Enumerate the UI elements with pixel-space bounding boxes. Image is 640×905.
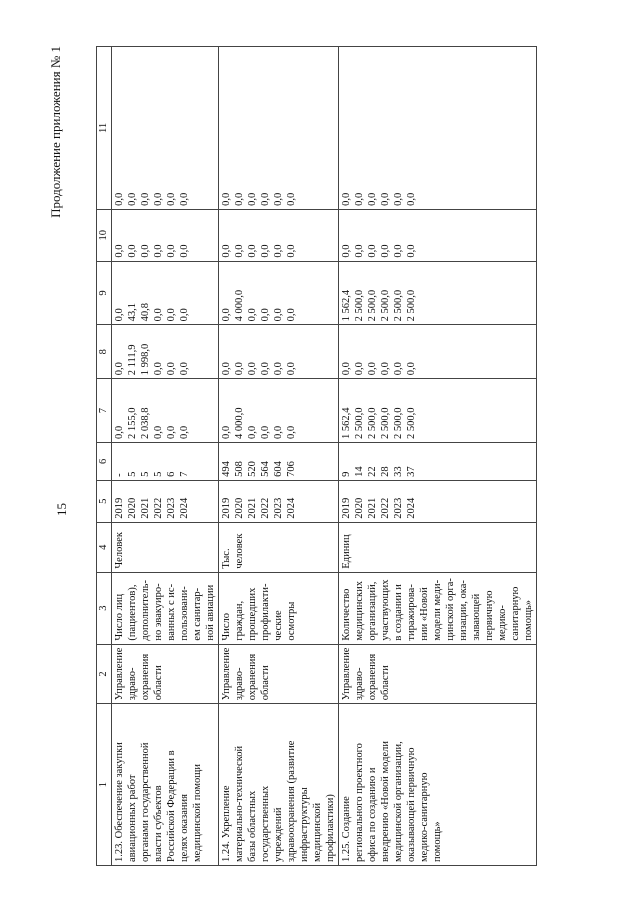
text-line: 33 bbox=[393, 466, 404, 477]
text-line: здраво- bbox=[234, 667, 245, 701]
value-cell-c11 bbox=[339, 47, 537, 210]
event-name-cell-lines bbox=[220, 707, 337, 862]
indicator-cell-lines bbox=[113, 576, 217, 641]
unit-cell bbox=[112, 522, 219, 572]
text-line: медицинской организации, bbox=[393, 741, 404, 862]
text-line: области bbox=[153, 665, 164, 701]
column-number-cell: 11 bbox=[97, 47, 112, 210]
text-line: но эвакуиро- bbox=[153, 583, 164, 641]
value-cell-c10-lines bbox=[113, 213, 191, 258]
text-line: 22 bbox=[367, 466, 378, 477]
text-line: 2019 bbox=[341, 497, 352, 519]
text-line: 0,0 bbox=[221, 308, 232, 322]
value-cell-c7-lines bbox=[220, 382, 298, 439]
text-line: Число лиц bbox=[114, 593, 125, 641]
text-line: 0,0 bbox=[247, 192, 258, 206]
text-line: 1 998,0 bbox=[140, 343, 151, 376]
text-line: 0,0 bbox=[166, 244, 177, 258]
text-line: 0,0 bbox=[341, 192, 352, 206]
text-line: Число bbox=[221, 613, 232, 641]
value-cell-c9 bbox=[112, 261, 219, 325]
unit-cell-lines bbox=[340, 526, 353, 569]
text-line: 2 500,0 bbox=[380, 289, 391, 322]
data-table bbox=[96, 46, 537, 866]
value-cell-c6 bbox=[219, 442, 339, 480]
unit-cell-lines bbox=[113, 526, 126, 569]
text-line: власти субъектов bbox=[153, 785, 164, 862]
value-cell-c10-lines bbox=[340, 213, 418, 258]
text-line: 0,0 bbox=[273, 244, 284, 258]
text-line: 2024 bbox=[179, 497, 190, 519]
text-line: офиса по созданию и bbox=[367, 767, 378, 862]
event-name-cell bbox=[219, 704, 339, 866]
text-line: материально-технической bbox=[234, 745, 245, 862]
text-line: 2021 bbox=[140, 497, 151, 519]
text-line: инфраструктуры bbox=[299, 787, 310, 862]
text-line: 0,0 bbox=[234, 192, 245, 206]
text-line: 2 038,8 bbox=[140, 407, 151, 439]
value-cell-years-lines bbox=[220, 484, 298, 519]
text-line: 0,0 bbox=[153, 244, 164, 258]
text-line: 494 bbox=[221, 461, 232, 477]
text-line: 2020 bbox=[234, 497, 245, 519]
text-line: 40,8 bbox=[140, 302, 151, 322]
text-line: 2 500,0 bbox=[380, 407, 391, 439]
text-line: 508 bbox=[234, 461, 245, 477]
value-cell-c11-lines bbox=[220, 50, 298, 206]
value-cell-c11-lines bbox=[340, 50, 418, 206]
indicator-cell bbox=[112, 572, 219, 644]
text-line: 0,0 bbox=[260, 192, 271, 206]
value-cell-c11 bbox=[112, 47, 219, 210]
text-line: цинской орга- bbox=[445, 578, 456, 641]
column-number-cell: 3 bbox=[97, 572, 112, 644]
text-line: 0,0 bbox=[127, 192, 138, 206]
executor-cell-lines bbox=[113, 648, 165, 701]
text-line: человек bbox=[234, 533, 245, 569]
text-line: тиражирова- bbox=[406, 584, 417, 641]
text-line: 37 bbox=[406, 466, 417, 477]
text-line: 2 500,0 bbox=[393, 289, 404, 322]
text-line: 0,0 bbox=[247, 362, 258, 376]
text-line: медицинской помощи bbox=[192, 764, 203, 862]
text-line: зывающей bbox=[471, 593, 482, 641]
text-line: 0,0 bbox=[354, 362, 365, 376]
text-line: 0,0 bbox=[127, 244, 138, 258]
text-line: дополнитель- bbox=[140, 580, 151, 641]
value-cell-c11-lines bbox=[113, 50, 191, 206]
value-cell-c9-lines bbox=[340, 265, 418, 322]
text-line: 0,0 bbox=[367, 244, 378, 258]
text-line: 2 500,0 bbox=[406, 289, 417, 322]
text-line: 1.25. Создание bbox=[341, 796, 352, 862]
text-line: ем санитар- bbox=[192, 587, 203, 641]
event-name-cell-lines bbox=[340, 707, 444, 862]
text-line: осмотры bbox=[286, 601, 297, 641]
value-cell-c6-lines bbox=[340, 446, 418, 477]
text-line: 2 500,0 bbox=[367, 407, 378, 439]
text-line: ческие bbox=[273, 610, 284, 641]
text-line: 0,0 bbox=[260, 308, 271, 322]
text-line: 2022 bbox=[260, 497, 271, 519]
text-line: 0,0 bbox=[341, 244, 352, 258]
text-line: 520 bbox=[247, 461, 258, 477]
text-line: 0,0 bbox=[221, 192, 232, 206]
text-line: 1.24. Укрепление bbox=[221, 785, 232, 862]
value-cell-c9-lines bbox=[220, 265, 298, 322]
text-line: 0,0 bbox=[221, 244, 232, 258]
text-line: Управление bbox=[221, 647, 232, 701]
text-line: участвующих bbox=[380, 579, 391, 641]
value-cell-c7-lines bbox=[340, 382, 418, 439]
text-line: модели меди- bbox=[432, 579, 443, 641]
text-line: 28 bbox=[380, 466, 391, 477]
text-line: Человек bbox=[114, 532, 125, 569]
text-line: медицинских bbox=[354, 581, 365, 641]
text-line: 0,0 bbox=[114, 308, 125, 322]
text-line: 2021 bbox=[247, 497, 258, 519]
value-cell-c8 bbox=[339, 325, 537, 379]
value-cell-c8 bbox=[219, 325, 339, 379]
text-line: 2 500,0 bbox=[406, 407, 417, 439]
text-line: 0,0 bbox=[153, 425, 164, 439]
column-number-cell: 10 bbox=[97, 209, 112, 261]
event-name-cell bbox=[339, 704, 537, 866]
text-line: 0,0 bbox=[286, 425, 297, 439]
column-number-cell: 1 bbox=[97, 704, 112, 866]
text-line: медико- bbox=[497, 605, 508, 641]
executor-cell-lines bbox=[340, 648, 392, 701]
value-cell-c10 bbox=[339, 209, 537, 261]
value-cell-c8-lines bbox=[113, 328, 191, 375]
unit-cell bbox=[219, 522, 339, 572]
text-line: учреждений bbox=[273, 807, 284, 862]
page-number: 15 bbox=[54, 503, 69, 516]
text-line: 0,0 bbox=[380, 362, 391, 376]
text-line: 0,0 bbox=[166, 362, 177, 376]
text-line: 0,0 bbox=[179, 308, 190, 322]
text-line: низации, ока- bbox=[458, 580, 469, 641]
text-line: оказывающей первичную bbox=[406, 747, 417, 862]
text-line: 0,0 bbox=[247, 308, 258, 322]
text-line: 2024 bbox=[406, 497, 417, 519]
text-line: здравоохранения (развитие bbox=[286, 740, 297, 862]
indicator-cell bbox=[339, 572, 537, 644]
text-line: медицинской bbox=[312, 802, 323, 862]
text-line: нии «Новой bbox=[419, 587, 430, 641]
text-line: 2 500,0 bbox=[367, 289, 378, 322]
text-line: 0,0 bbox=[354, 244, 365, 258]
table-row bbox=[219, 47, 339, 866]
value-cell-years bbox=[219, 480, 339, 522]
text-line: 0,0 bbox=[140, 192, 151, 206]
text-line: 0,0 bbox=[234, 244, 245, 258]
value-cell-c10-lines bbox=[220, 213, 298, 258]
page-header bbox=[48, 46, 88, 866]
text-line: 0,0 bbox=[380, 192, 391, 206]
text-line: 5 bbox=[127, 471, 138, 477]
text-line: 9 bbox=[341, 471, 352, 477]
text-line: 0,0 bbox=[166, 425, 177, 439]
text-line: (пациентов), bbox=[127, 584, 138, 641]
text-line: профилактики) bbox=[325, 794, 336, 862]
text-line: 0,0 bbox=[166, 192, 177, 206]
text-line: 2 500,0 bbox=[354, 407, 365, 439]
column-number-cell: 6 bbox=[97, 442, 112, 480]
text-line: пользовани- bbox=[179, 586, 190, 641]
text-line: 0,0 bbox=[221, 362, 232, 376]
text-line: 2023 bbox=[393, 497, 404, 519]
text-line: 0,0 bbox=[234, 362, 245, 376]
executor-cell bbox=[112, 644, 219, 704]
text-line: 0,0 bbox=[380, 244, 391, 258]
unit-cell-lines bbox=[220, 526, 246, 569]
text-line: 4 000,0 bbox=[234, 289, 245, 322]
text-line: Тыс. bbox=[221, 548, 232, 569]
text-line: 2023 bbox=[273, 497, 284, 519]
column-number-cell: 5 bbox=[97, 480, 112, 522]
text-line: 0,0 bbox=[367, 192, 378, 206]
text-line: 2019 bbox=[114, 497, 125, 519]
text-line: 2023 bbox=[166, 497, 177, 519]
text-line: граждан, bbox=[234, 600, 245, 641]
column-number-cell: 8 bbox=[97, 325, 112, 379]
text-line: базы областных bbox=[247, 790, 258, 862]
value-cell-c7-lines bbox=[113, 382, 191, 439]
text-line: 0,0 bbox=[179, 425, 190, 439]
text-line: помощь» bbox=[523, 599, 534, 641]
text-line: 14 bbox=[354, 466, 365, 477]
text-line: 0,0 bbox=[179, 244, 190, 258]
text-line: 0,0 bbox=[286, 244, 297, 258]
text-line: охранения bbox=[140, 653, 151, 701]
text-line: 0,0 bbox=[114, 362, 125, 376]
text-line: 1 562,4 bbox=[341, 407, 352, 439]
text-line: охранения bbox=[247, 653, 258, 701]
column-number-cell: 4 bbox=[97, 522, 112, 572]
value-cell-c6-lines bbox=[220, 446, 298, 477]
text-line: внедрению «Новой модели bbox=[380, 741, 391, 862]
column-number-cell: 7 bbox=[97, 379, 112, 443]
executor-cell-lines bbox=[220, 648, 272, 701]
text-line: 0,0 bbox=[260, 425, 271, 439]
value-cell-c9 bbox=[339, 261, 537, 325]
text-line: 0,0 bbox=[247, 425, 258, 439]
value-cell-years bbox=[112, 480, 219, 522]
text-line: регионального проектного bbox=[354, 743, 365, 862]
text-line: 2020 bbox=[354, 497, 365, 519]
text-line: 0,0 bbox=[114, 244, 125, 258]
text-line: Управление bbox=[114, 647, 125, 701]
text-line: 706 bbox=[286, 461, 297, 477]
value-cell-c7 bbox=[112, 379, 219, 443]
text-line: Единиц bbox=[341, 534, 352, 569]
text-line: 0,0 bbox=[273, 308, 284, 322]
value-cell-years-lines bbox=[113, 484, 191, 519]
text-line: 1.23. Обеспечение закупки bbox=[114, 742, 125, 862]
value-cell-c10 bbox=[219, 209, 339, 261]
text-line: целях оказания bbox=[179, 794, 190, 862]
text-line: первичную bbox=[484, 590, 495, 641]
text-line: 0,0 bbox=[354, 192, 365, 206]
text-line: санитарную bbox=[510, 586, 521, 641]
text-line: 0,0 bbox=[393, 362, 404, 376]
value-cell-c6 bbox=[112, 442, 219, 480]
value-cell-c8-lines bbox=[340, 328, 418, 375]
text-line: Количество bbox=[341, 588, 352, 641]
text-line: 0,0 bbox=[153, 308, 164, 322]
text-line: 0,0 bbox=[273, 362, 284, 376]
text-line: 2020 bbox=[127, 497, 138, 519]
indicator-cell-lines bbox=[340, 576, 535, 641]
column-number-cell: 2 bbox=[97, 644, 112, 704]
text-line: помощь» bbox=[432, 821, 443, 862]
text-line: 0,0 bbox=[140, 244, 151, 258]
text-line: 43,1 bbox=[127, 302, 138, 322]
text-line: авиационных работ bbox=[127, 774, 138, 862]
column-number-cell: 9 bbox=[97, 261, 112, 325]
text-line: области bbox=[380, 665, 391, 701]
value-cell-c11 bbox=[219, 47, 339, 210]
column-number-row bbox=[97, 47, 112, 866]
text-line: 0,0 bbox=[286, 192, 297, 206]
text-line: здраво- bbox=[127, 667, 138, 701]
text-line: профилакти- bbox=[260, 583, 271, 641]
text-line: 0,0 bbox=[221, 425, 232, 439]
text-line: 6 bbox=[166, 471, 177, 477]
text-line: охранения bbox=[367, 653, 378, 701]
text-line: области bbox=[260, 665, 271, 701]
text-line: 0,0 bbox=[273, 425, 284, 439]
table-row bbox=[339, 47, 537, 866]
text-line: 0,0 bbox=[286, 308, 297, 322]
value-cell-c10 bbox=[112, 209, 219, 261]
text-line: Управление bbox=[341, 647, 352, 701]
text-line: 2 500,0 bbox=[354, 289, 365, 322]
value-cell-c7 bbox=[339, 379, 537, 443]
text-line: медико-санитарную bbox=[419, 772, 430, 862]
value-cell-c8 bbox=[112, 325, 219, 379]
text-line: 0,0 bbox=[406, 362, 417, 376]
table-body bbox=[97, 47, 537, 866]
text-line: 0,0 bbox=[247, 244, 258, 258]
value-cell-c9 bbox=[219, 261, 339, 325]
indicator-cell-lines bbox=[220, 576, 298, 641]
text-line: ной авиации bbox=[205, 584, 216, 641]
text-line: 2 111,9 bbox=[127, 344, 138, 376]
executor-cell bbox=[219, 644, 339, 704]
rotated-page bbox=[48, 46, 608, 866]
text-line: органами государственной bbox=[140, 742, 151, 862]
text-line: 564 bbox=[260, 461, 271, 477]
text-line: 0,0 bbox=[406, 192, 417, 206]
text-line: 0,0 bbox=[153, 362, 164, 376]
text-line: 0,0 bbox=[114, 425, 125, 439]
text-line: 2019 bbox=[221, 497, 232, 519]
text-line: Российской Федерации в bbox=[166, 750, 177, 862]
text-line: ванных с ис- bbox=[166, 583, 177, 641]
executor-cell bbox=[339, 644, 537, 704]
text-line: 4 000,0 bbox=[234, 407, 245, 439]
value-cell-years bbox=[339, 480, 537, 522]
text-line: 1 562,4 bbox=[341, 289, 352, 322]
value-cell-c6 bbox=[339, 442, 537, 480]
text-line: 0,0 bbox=[260, 244, 271, 258]
event-name-cell-lines bbox=[113, 707, 204, 862]
table-row bbox=[112, 47, 219, 866]
text-line: 0,0 bbox=[393, 244, 404, 258]
text-line: 2 155,0 bbox=[127, 407, 138, 439]
value-cell-years-lines bbox=[340, 484, 418, 519]
text-line: 2022 bbox=[380, 497, 391, 519]
text-line: прошедших bbox=[247, 587, 258, 641]
text-line: 0,0 bbox=[393, 192, 404, 206]
text-line: 7 bbox=[179, 471, 190, 477]
unit-cell bbox=[339, 522, 537, 572]
value-cell-c7 bbox=[219, 379, 339, 443]
text-line: 2021 bbox=[367, 497, 378, 519]
text-line: 0,0 bbox=[367, 362, 378, 376]
text-line: 5 bbox=[140, 471, 151, 477]
event-name-cell bbox=[112, 704, 219, 866]
value-cell-c6-lines bbox=[113, 446, 191, 477]
text-line: 5 bbox=[153, 471, 164, 477]
text-line: 0,0 bbox=[114, 192, 125, 206]
text-line: в создании и bbox=[393, 584, 404, 641]
indicator-cell bbox=[219, 572, 339, 644]
text-line: 2022 bbox=[153, 497, 164, 519]
text-line: здраво- bbox=[354, 667, 365, 701]
text-line: 604 bbox=[273, 461, 284, 477]
text-line: 0,0 bbox=[179, 362, 190, 376]
text-line: 0,0 bbox=[179, 192, 190, 206]
value-cell-c9-lines bbox=[113, 265, 191, 322]
text-line: государственных bbox=[260, 785, 271, 862]
text-line: 0,0 bbox=[153, 192, 164, 206]
text-line: 2024 bbox=[286, 497, 297, 519]
text-line: 0,0 bbox=[273, 192, 284, 206]
text-line: - bbox=[114, 473, 125, 477]
text-line: 0,0 bbox=[166, 308, 177, 322]
text-line: 0,0 bbox=[260, 362, 271, 376]
text-line: 0,0 bbox=[286, 362, 297, 376]
text-line: 2 500,0 bbox=[393, 407, 404, 439]
text-line: организаций, bbox=[367, 581, 378, 641]
value-cell-c8-lines bbox=[220, 328, 298, 375]
text-line: 0,0 bbox=[341, 362, 352, 376]
appendix-continuation: Продолжение приложения № 1 bbox=[48, 46, 63, 218]
text-line: 0,0 bbox=[406, 244, 417, 258]
